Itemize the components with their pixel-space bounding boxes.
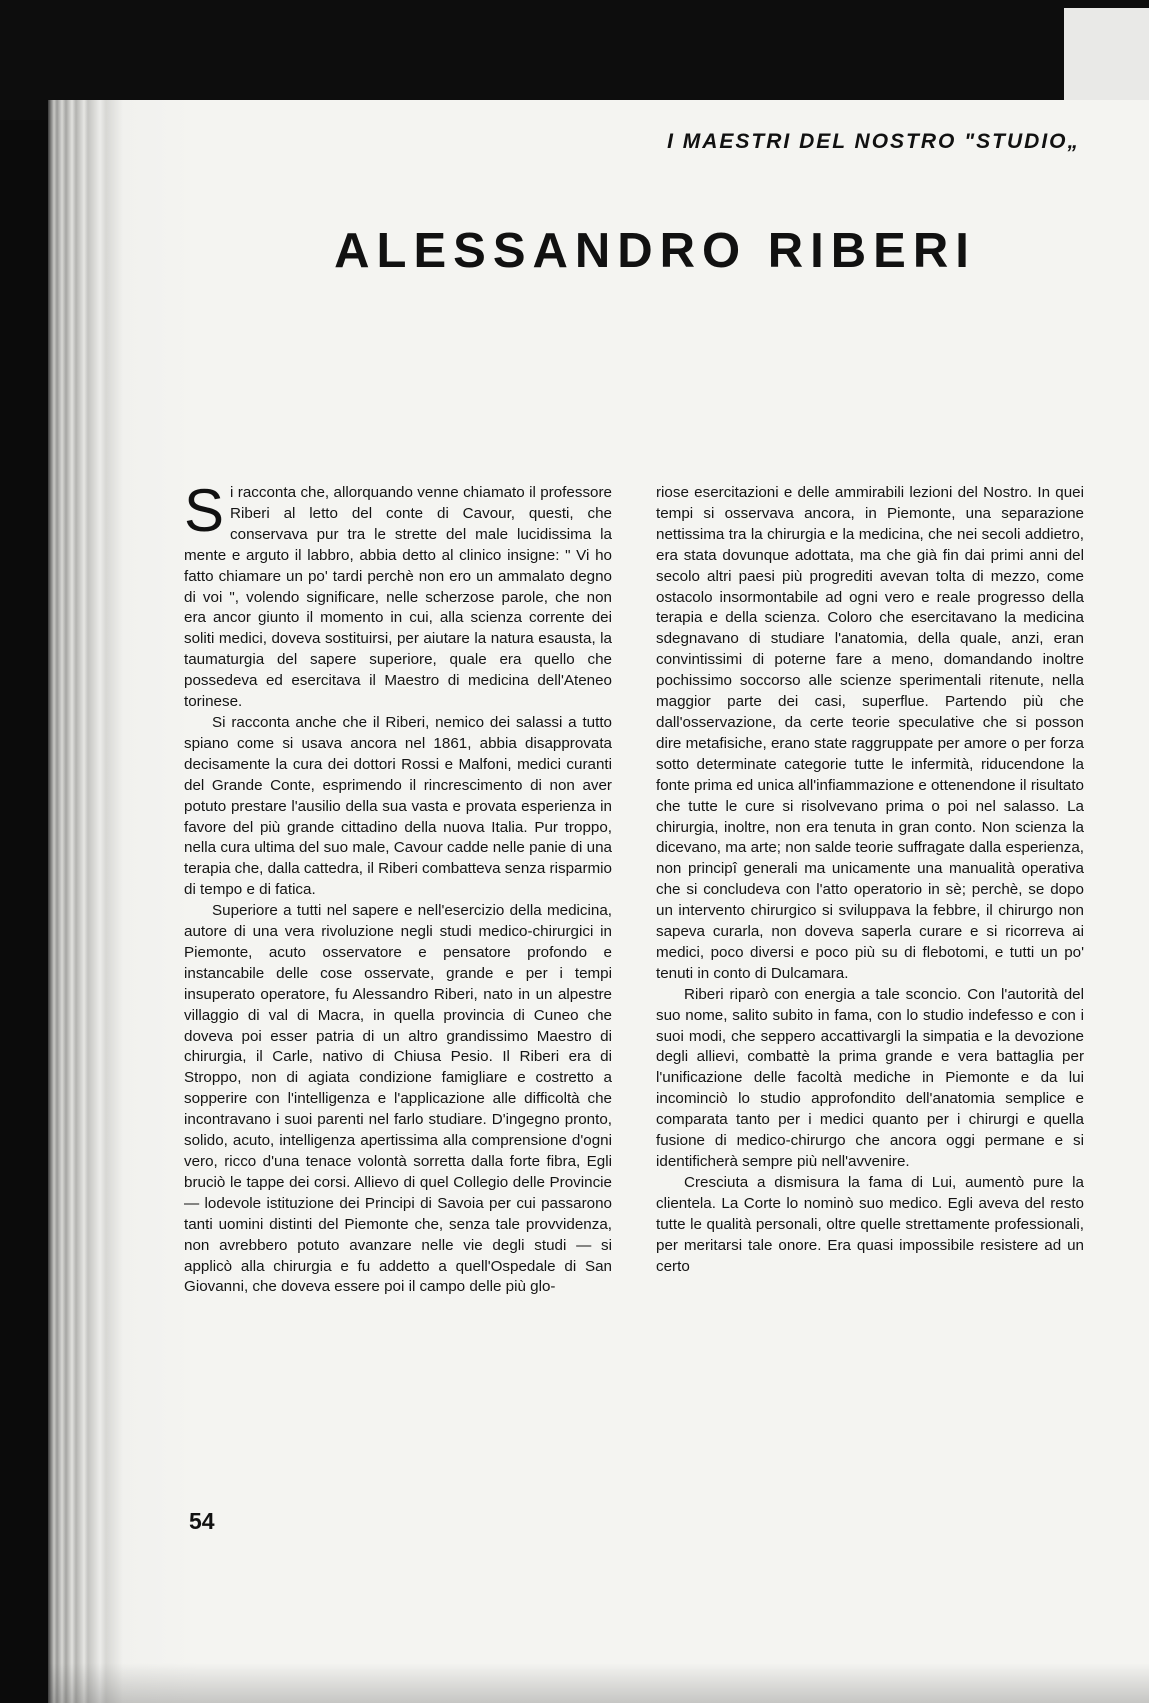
paragraph: riose esercitazioni e delle ammirabili lezioni del Nostro. In quei tempi si osservava ancora, in Piemonte, una separazione nettissima tra la chirurgia e la medicina, che nei secoli addietro, era stata dovunque adottata, ma che già fin dai primi anni del secolo altri paesi più progrediti avevan tolta di mezzo, come ostacolo insormontabile ad ogni vero e reale progresso della terapia e della scienza. Coloro che esercitavano la medicina sdegnavano di studiare l'anatomia, della quale, anzi, eran convintissimi di poterne fare a meno, domandando inoltre pochissimo soccorso alle scienze sperimentali ritenute, nella maggior parte dei casi, superflue. Partendo più che dall'osservazione, da certe teorie speculative che si posson dire metafisiche, erano state raggruppate per amore o per forza sotto determinate categorie tutte le infermità, riducendone la fonte prima ed unica all'infiammazione e ottenendone il risultato che tutte le cure si risolvevano prima o poi nel salasso. La chirurgia, inoltre, non era tenuta in gran conto. Non scienza la dicevano, ma arte; non salde teorie suffragate dalla esperienza, non principî generali ma unicamente una manualità operativa che si concludeva con l'atto operatorio in sè; perchè, se dopo un intervento chirurgico si sviluppava la febbre, il chirurgo non sapeva curarla, non doveva saperla curare e si ricorreva ai medici, poco diversi e poco più su di flebotomi, e tutti un po' tenuti in conto di Dulcamara.: [656, 484, 1084, 982]
paragraph-text: i racconta che, allorquando venne chiamato il professore Riberi al letto del conte di Cavour, questi, che conservava pur tra le strette del male lucidissima la mente e arguto il labbro, abbia detto al clinico insigne: " Vi ho fatto chiamare un po' tardi perchè non ero un ammalato degno di voi ", volendo significare, nelle scherzose parole, che non era ancor giunto il momento in cui, alla scienza corrente dei soliti medici, doveva sostituirsi, per aiutare la natura esausta, la taumaturgia del sapere superiore, quale era quello che possedeva ed esercitava il Maestro di medicina dell'Ateneo torinese.: [184, 484, 612, 711]
page-stack-edges: [48, 100, 198, 1703]
article-title: ALESSANDRO RIBERI: [334, 224, 976, 278]
paragraph: Si racconta anche che il Riberi, nemico dei salassi a tutto spiano come si usava ancora nel 1861, abbia disapprovata decisamente la cura dei dottori Rossi e Malfoni, medici curanti del Grande Conte, esprimendo il rincrescimento di non aver potuto prestare l'ausilio della sua vasta e provata esperienza in favore del più grande cittadino della nuova Italia. Pur troppo, nella cura ultima del suo male, Cavour cadde nelle panie di una terapia che, dalla cattedra, il Riberi combatteva senza risparmio di tempo e di fatica.: [184, 713, 612, 899]
paragraph: Cresciuta a dismisura la fama di Lui, aumentò pure la clientela. La Corte lo nominò suo medico. Egli aveva del resto tutte le qualità personali, oltre quelle strettamente professionali, per meritarsi tale onore. Era quasi impossibile resistere ad un certo: [656, 1173, 1084, 1275]
page-number: 54: [189, 1508, 215, 1534]
text-column-left: [184, 477, 612, 1298]
paragraph: Superiore a tutti nel sapere e nell'esercizio della medicina, autore di una vera rivoluzione negli studi medico-chirurgici in Piemonte, acuto osservatore e pensatore profondo e instancabile delle cose osservate, grande e per i tempi insuperato operatore, fu Alessandro Riberi, nato in un alpestre villaggio di val di Macra, in quella provincia di Cuneo che doveva poi esser patria di un altro grandissimo Maestro di chirurgia, il Carle, nativo di Chiusa Pesio. Il Riberi era di Stroppo, non di agiata condizione famigliare e costretto a sopperire con l'intelligenza e l'applicazione alle difficoltà che incontravano i suoi parenti nel farlo studiare. D'ingegno pronto, solido, acuto, intelligenza apertissima alla comprensione d'ogni vero, ricco d'una tenace volontà sorretta dalla forte fibra, Egli bruciò le tappe dei corsi. Allievo di quel Collegio delle Provincie — lodevole istituzione dei Principi di Savoia per cui passarono tanti uomini distinti del Piemonte che, senza tale provvidenza, non avrebbero potuto avanzare nelle vie degli studi — si applicò alla chirurgia e fu addetto a quell'Ospedale di San Giovanni, che doveva essere poi il campo delle più glo-: [184, 902, 612, 1296]
paragraph: Riberi riparò con energia a tale sconcio. Con l'autorità del suo nome, salito subito in fama, con lo studio indefesso e con i suoi modi, che seppero accattivargli la simpatia e la devozione degli allievi, combattè la prima grande e vera battaglia per l'unificazione delle facoltà mediche in Piemonte e da lui incominciò lo studio approfondito dell'anatomia semplice e comparata tanto per i medici quanto per i chirurgi e quella fusione di medico-chirurgo che ancora oggi permane e si identificherà sempre più nell'avvenire.: [656, 985, 1084, 1170]
drop-cap: S: [184, 477, 225, 544]
paragraph: [184, 477, 612, 713]
bottom-shadow: [48, 1663, 1149, 1703]
text-column-right: [656, 483, 1084, 1277]
running-head: I MAESTRI DEL NOSTRO "STUDIO„: [667, 130, 1080, 153]
